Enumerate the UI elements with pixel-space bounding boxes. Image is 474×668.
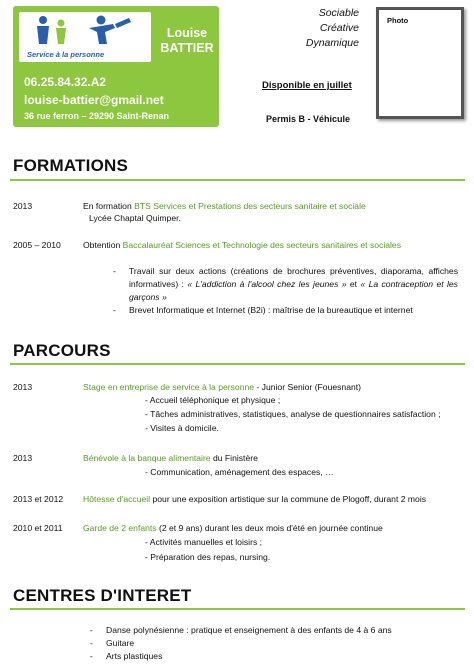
last-name: BATTIER (160, 41, 214, 55)
entry-date: 2013 (13, 201, 33, 211)
list-item: - Danse polynésienne : pratique et enseignement à des enfants de 4 à 6 ans (90, 624, 435, 637)
parcours-highlight: Bénévole à la banque alimentaire (83, 453, 211, 463)
quality-item: Dynamique (305, 37, 359, 49)
candidate-name (158, 26, 216, 56)
formation-highlight: Baccalauréat Sciences et Technologie des secteurs sanitaires et sociales (122, 240, 401, 250)
entry-date: 2005 – 2010 (13, 240, 61, 250)
parcours-entry: Stage en entreprise de service à la personne - Junior Senior (Fouesnant) (83, 382, 362, 392)
list-item: - Préparation des repas, nursing. (145, 552, 271, 562)
entry-date: 2013 et 2012 (13, 494, 64, 504)
list-item: - Travail sur deux actions (créations de brochures préventives, diaporama, affiches informatives) : « L'addiction à l'alcool chez les jeunes » et « La contraception et les garçons » (113, 265, 458, 304)
people-logo-icon (29, 14, 139, 48)
formation-school: Lycée Chaptal Quimper. (89, 213, 181, 223)
list-item: - Communication, aménagement des espaces, … (145, 467, 334, 477)
list-item: - Arts plastiques (90, 650, 435, 663)
entry-date: 2010 et 2011 (13, 523, 63, 533)
parcours-entry: Bénévole à la banque alimentaire du Finistère (83, 453, 258, 463)
list-item: - Guitare (90, 637, 435, 650)
quality-item: Sociable (318, 7, 359, 19)
section-title-formations: FORMATIONS (13, 156, 129, 175)
formation-entry: En formation BTS Services et Prestations des secteurs sanitaire et sociale (83, 201, 366, 211)
phone-number: 06.25.84.32.A2 (24, 75, 107, 89)
first-name: Louise (166, 26, 208, 40)
interets-list (90, 624, 435, 663)
section-divider (10, 608, 465, 610)
list-item: - Tâches administratives, statistiques, analyse de questionnaires satisfaction ; (145, 409, 441, 419)
parcours-highlight: Stage en entreprise de service à la personne (83, 382, 255, 392)
entry-date: 2013 (13, 382, 33, 392)
section-title-interets: CENTRES D'INTERET (13, 586, 192, 605)
photo-frame (376, 7, 464, 119)
logo-text: Service à la personne (27, 50, 105, 59)
formation-bullets (113, 265, 458, 317)
list-item: - Accueil téléphonique et physique ; (145, 395, 281, 405)
photo-label: Photo (387, 16, 409, 25)
email-address[interactable]: louise-battier@gmail.net (24, 93, 164, 107)
formation-entry: Obtention Baccalauréat Sciences et Technologie des secteurs sanitaires et sociales (83, 240, 401, 250)
parcours-highlight: Hôtesse d'accueil (83, 494, 151, 504)
section-divider (10, 363, 465, 365)
list-item: - Brevet Informatique et Internet (B2i) : maîtrise de la bureautique et internet (113, 304, 458, 317)
section-title-parcours: PARCOURS (13, 341, 111, 360)
formation-highlight: BTS Services et Prestations des secteurs sanitaire et sociale (134, 201, 366, 211)
header-card (13, 6, 219, 127)
section-divider (10, 179, 465, 181)
quality-item: Créative (319, 22, 359, 34)
parcours-highlight: Garde de 2 enfants (83, 523, 157, 533)
availability: Disponible en juillet (262, 80, 352, 91)
list-item: - Activités manuelles et loisirs ; (145, 537, 263, 547)
postal-address: 36 rue ferron – 29290 Saint-Renan (24, 111, 170, 121)
driving-licence: Permis B - Véhicule (266, 114, 351, 124)
logo (19, 12, 151, 62)
entry-date: 2013 (13, 453, 33, 463)
parcours-entry: Hôtesse d'accueil pour une exposition artistique sur la commune de Plogoff, durant 2 mois (83, 494, 427, 504)
list-item: - Visites à domicile. (145, 423, 219, 433)
qualities (306, 6, 359, 51)
parcours-entry: Garde de 2 enfants (2 et 9 ans) durant les deux mois d'été en journée continue (83, 523, 383, 533)
